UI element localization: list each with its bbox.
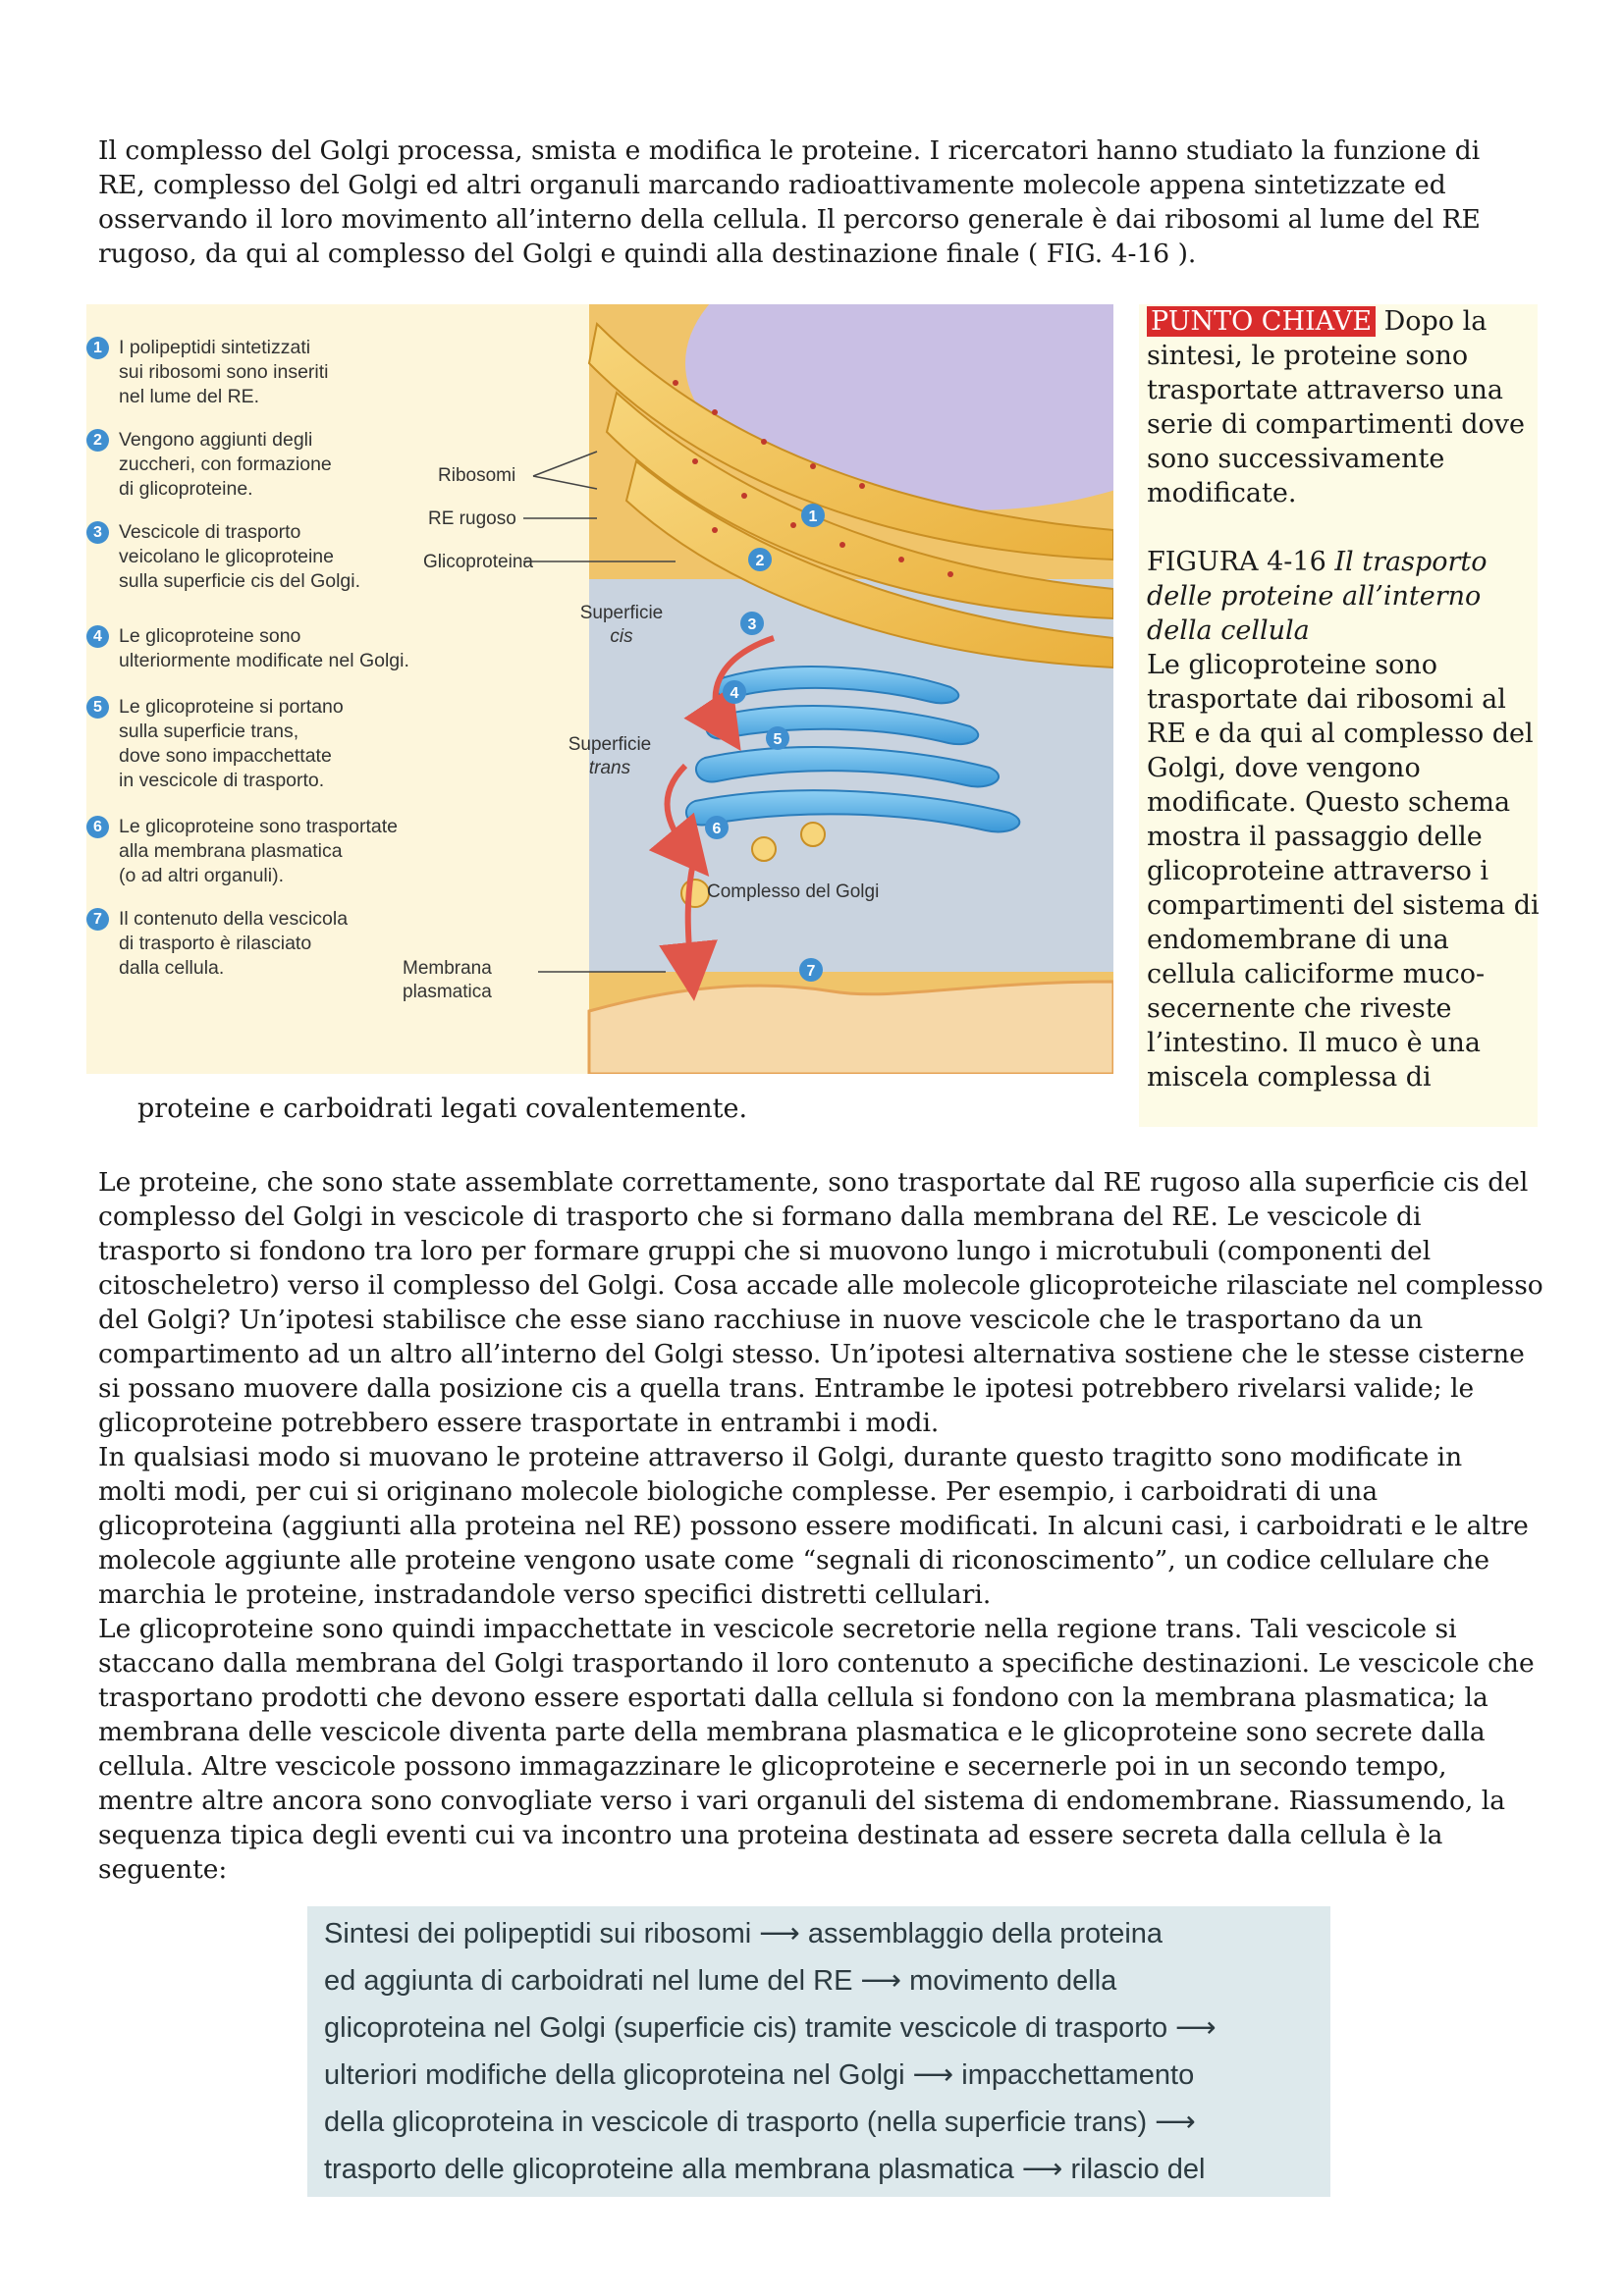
step-line: sui ribosomi sono inseriti [119,361,329,383]
caption-line: sono successivamente [1147,444,1445,474]
text-line: osservando il loro movimento all’interno della cellula. Il percorso generale è dai ribosomi al lume del RE [98,204,1481,235]
step-line: dove sono impacchettate [119,745,332,767]
caption-line: RE e da qui al complesso del [1147,719,1534,749]
caption-line: l’intestino. Il muco è una [1147,1028,1482,1058]
transport-vesicle [752,837,776,861]
step-line: sulla superficie trans, [119,721,299,742]
text-line: glicoproteine potrebbero essere trasportate in entrambi i modi. [98,1408,940,1438]
step-number: 2 [86,429,109,452]
label-cis: cis [610,626,633,647]
caption-line: secernente che riveste [1147,993,1452,1024]
badge-5-text: 5 [773,731,783,748]
badge-3-text: 3 [747,616,757,633]
text-line: Le glicoproteine sono quindi impacchettate in vescicole secretorie nella regione trans. Tali vescicole si [98,1614,1457,1644]
figure-title-line: delle proteine all’interno [1147,581,1482,612]
summary-line: Sintesi dei polipeptidi sui ribosomi ⟶ assemblaggio della proteina [324,1918,1163,1949]
plasma-membrane [589,982,1113,1074]
label-plasmatica: plasmatica [403,982,492,1002]
summary-line: glicoproteina nel Golgi (superficie cis) tramite vescicole di trasporto ⟶ [324,2012,1217,2044]
badge-1-text: 1 [808,508,818,525]
label-membrana: Membrana [403,958,492,979]
text-line: si possano muovere dalla posizione cis a quella trans. Entrambe le ipotesi potrebbero rivelarsi valide; le [98,1373,1475,1404]
step-text [119,336,492,409]
key-point-first-line [1147,304,1487,339]
caption-line: Golgi, dove vengono [1147,753,1421,783]
step-text [119,624,492,673]
step-number: 5 [86,696,109,719]
label-trans: trans [588,758,631,778]
badge-2-text: 2 [755,553,765,569]
key-point-caption [1139,304,1538,1127]
text-line: molecole aggiunte alle proteine vengono usate come “segnali di riconoscimento”, un codice cellulare che [98,1545,1490,1575]
label-glicoproteina: Glicoproteina [423,552,533,572]
step-line: I polipeptidi sintetizzati [119,337,311,358]
figure-title-line [1147,545,1488,579]
text-line: complesso del Golgi in vescicole di trasporto che si formano dalla membrana del RE. Le vescicole di [98,1201,1422,1232]
label-superficie-trans: Superficie [568,734,652,755]
step-line: veicolano le glicoproteine [119,546,334,567]
text-line: del Golgi? Un’ipotesi stabilisce che esse siano racchiuse in nuove vescicole che le trasportano da un [98,1305,1424,1335]
text-line: mentre altre ancora sono convogliate verso i vari organuli del sistema di endomembrane. Riassumendo, la [98,1786,1506,1816]
caption-line: miscela complessa di [1147,1062,1432,1093]
badge-6-text: 6 [712,821,722,837]
caption-line: serie di compartimenti dove [1147,409,1526,440]
step-line: Le glicoproteine sono [119,625,301,647]
step-line: sulla superficie cis del Golgi. [119,570,361,592]
step-line: zuccheri, con formazione [119,454,332,475]
text-line: citoscheletro) verso il complesso del Golgi. Cosa accade alle molecole glicoproteiche rilasciate nel complesso [98,1270,1543,1301]
figure-title: Il trasporto [1334,547,1488,577]
caption-line: modificate. [1147,478,1297,508]
caption-line: Le glicoproteine sono [1147,650,1438,680]
summary-line: ed aggiunta di carboidrati nel lume del RE ⟶ movimento della [324,1965,1117,1997]
label-superficie-cis: Superficie [579,603,664,623]
step-line: nel lume del RE. [119,386,260,407]
step-line: di glicoproteine. [119,478,253,500]
badge-4-text: 4 [730,685,739,702]
caption-line: sintesi, le proteine sono [1147,341,1469,371]
summary-box [307,1906,1330,2197]
summary-line: della glicoproteina in vescicole di trasporto (nella superficie trans) ⟶ [324,2107,1196,2138]
figure-number: FIGURA 4-16 [1147,547,1335,577]
text-line: glicoproteina (aggiunti alla proteina nel RE) possono essere modificati. In alcuni casi, i carboidrati e le altre [98,1511,1529,1541]
summary-line: trasporto delle glicoproteine alla membrana plasmatica ⟶ rilascio del [324,2154,1206,2185]
caption-line: trasportate dai ribosomi al [1147,684,1506,715]
caption-line: compartimenti del sistema di [1147,890,1540,921]
badge-7-text: 7 [806,963,816,980]
text-line: sequenza tipica degli eventi cui va incontro una proteina destinata ad essere secreta dalla cellula è la [98,1820,1443,1850]
step-line: di trasporto è rilasciato [119,933,312,954]
step-line: in vescicole di trasporto. [119,770,325,791]
step-line: Le glicoproteine si portano [119,696,344,718]
step-text [119,428,492,502]
text-line: RE, complesso del Golgi ed altri organuli marcando radioattivamente molecole appena sintetizzate ed [98,170,1446,200]
caption-tail: proteine e carboidrati legati covalentemente. [137,1094,748,1124]
caption-line: cellula caliciforme muco- [1147,959,1486,989]
caption-text: Dopo la [1376,306,1488,337]
step-number: 6 [86,816,109,838]
key-point-tag: PUNTO CHIAVE [1147,306,1376,337]
step-text [119,520,492,594]
label-ribosomi: Ribosomi [438,465,516,486]
text-line: trasporto si fondono tra loro per formare gruppi che si muovono lungo i microtubuli (componenti del [98,1236,1432,1266]
step-line: Vescicole di trasporto [119,521,301,543]
figure-title-line: della cellula [1147,615,1310,646]
step-text [119,907,492,981]
text-line: molti modi, per cui si originano molecole biologiche complesse. Per esempio, i carboidrati di una [98,1476,1379,1507]
step-text [119,695,492,793]
caption-line: endomembrane di una [1147,925,1449,955]
label-re-rugoso: RE rugoso [428,508,516,529]
step-line: dalla cellula. [119,957,225,979]
caption-line: mostra il passaggio delle [1147,822,1483,852]
text-line: membrana delle vescicole diventa parte della membrana plasmatica e le glicoproteine sono secrete dalla [98,1717,1486,1747]
text-line: cellula. Altre vescicole possono immagazzinare le glicoproteine e secernerle poi in un secondo tempo, [98,1751,1447,1782]
intro-paragraph [98,133,1542,271]
step-line: ulteriormente modificate nel Golgi. [119,650,409,671]
step-line: Il contenuto della vescicola [119,908,349,930]
text-line: Le proteine, che sono state assemblate correttamente, sono trasportate dal RE rugoso alla superficie cis del [98,1167,1529,1198]
label-complesso-golgi: Complesso del Golgi [707,881,880,902]
summary-line: ulteriori modifiche della glicoproteina nel Golgi ⟶ impacchettamento [324,2059,1195,2091]
text-line: Il complesso del Golgi processa, smista e modifica le proteine. I ricercatori hanno studiato la funzione di [98,135,1481,166]
caption-line: glicoproteine attraverso i [1147,856,1489,886]
caption-line: modificate. Questo schema [1147,787,1511,818]
body-paragraph [98,1165,1542,1887]
text-line: rugoso, da qui al complesso del Golgi e quindi alla destinazione finale ( FIG. 4-16 ). [98,239,1197,269]
step-text [119,815,492,888]
caption-line: trasportate attraverso una [1147,375,1504,405]
text-line: trasportano prodotti che devono essere esportati dalla cellula si fondono con la membrana plasmatica; la [98,1682,1488,1713]
step-line: Le glicoproteine sono trasportate [119,816,399,837]
text-line: compartimento ad un altro all’interno del Golgi stesso. Un’ipotesi alternativa sostiene che le stesse cisterne [98,1339,1525,1369]
step-line: (o ad altri organuli). [119,865,284,886]
golgi-figure [86,304,1113,1074]
step-number: 7 [86,908,109,931]
step-number: 1 [86,337,109,359]
transport-vesicle [801,823,825,846]
text-line: seguente: [98,1854,228,1885]
text-line: marchia le proteine, instradandole verso specifici distretti cellulari. [98,1579,992,1610]
step-line: Vengono aggiunti degli [119,429,313,451]
step-number: 4 [86,625,109,648]
text-line: In qualsiasi modo si muovano le proteine attraverso il Golgi, durante questo tragitto sono modificate in [98,1442,1463,1472]
step-line: alla membrana plasmatica [119,840,343,862]
step-number: 3 [86,521,109,544]
text-line: staccano dalla membrana del Golgi trasportando il loro contenuto a specifiche destinazioni. Le vescicole che [98,1648,1535,1679]
